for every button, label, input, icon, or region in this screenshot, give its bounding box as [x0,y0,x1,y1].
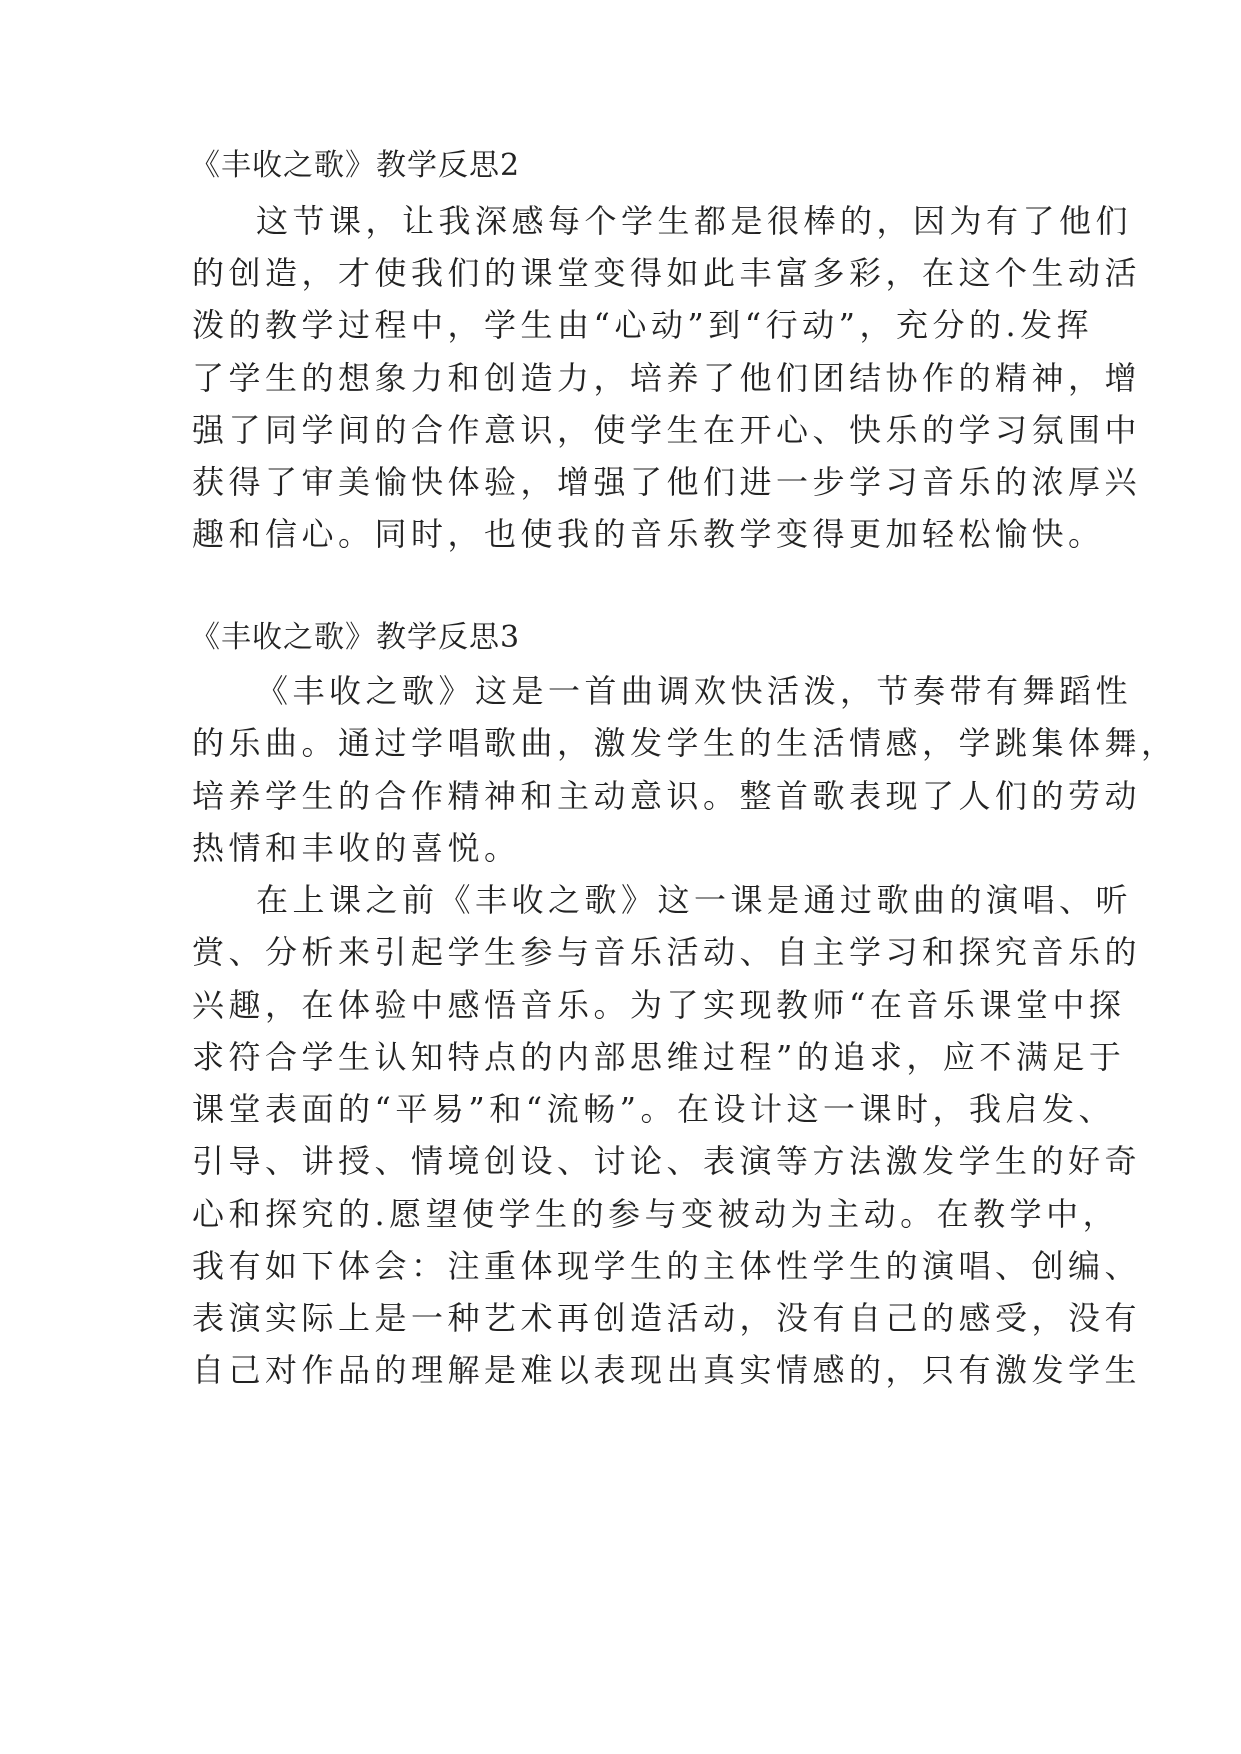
section-3-heading: 《丰收之歌》教学反思3 [190,620,521,655]
section-2-line: 这节课，让我深感每个学生都是很棒的，因为有了他们 [256,202,1133,240]
section-3-line: 表演实际上是一种艺术再创造活动，没有自己的感受，没有 [192,1299,1142,1337]
section-2-line: 趣和信心。同时，也使我的音乐教学变得更加轻松愉快。 [192,515,1105,553]
section-3-line: 我有如下体会：注重体现学生的主体性学生的演唱、创编、 [192,1247,1142,1285]
section-3-line: 引导、讲授、情境创设、讨论、表演等方法激发学生的好奇 [192,1142,1142,1180]
section-2-line: 了学生的想象力和创造力，培养了他们团结协作的精神，增 [192,359,1142,397]
section-3-line: 求符合学生认知特点的内部思维过程”的追求，应不满足于 [192,1038,1126,1076]
section-2-line: 获得了审美愉快体验，增强了他们进一步学习音乐的浓厚兴 [192,463,1142,501]
section-3-line: 赏、分析来引起学生参与音乐活动、自主学习和探究音乐的 [192,933,1142,971]
section-2-line: 泼的教学过程中，学生由“心动”到“行动”，充分的.发挥 [192,306,1094,344]
section-3-line: 在上课之前《丰收之歌》这一课是通过歌曲的演唱、听 [256,881,1133,919]
section-3-line: 课堂表面的“平易”和“流畅”。在设计这一课时，我启发、 [192,1090,1115,1128]
section-2-heading: 《丰收之歌》教学反思2 [190,148,521,183]
section-3-line: 兴趣，在体验中感悟音乐。为了实现教师“在音乐课堂中探 [192,986,1126,1024]
section-3-line: 心和探究的.愿望使学生的参与变被动为主动。在教学中， [192,1195,1120,1233]
section-3-line: 自己对作品的理解是难以表现出真实情感的，只有激发学生 [192,1351,1142,1389]
section-3-line: 培养学生的合作精神和主动意识。整首歌表现了人们的劳动 [192,777,1142,815]
section-2-line: 的创造，才使我们的课堂变得如此丰富多彩，在这个生动活 [192,254,1142,292]
section-2-line: 强了同学间的合作意识，使学生在开心、快乐的学习氛围中 [192,411,1142,449]
section-3-line: 热情和丰收的喜悦。 [192,829,521,867]
section-3-line: 《丰收之歌》这是一首曲调欢快活泼，节奏带有舞蹈性 [256,672,1133,710]
section-3-line: 的乐曲。通过学唱歌曲，激发学生的生活情感，学跳集体舞， [192,724,1178,762]
